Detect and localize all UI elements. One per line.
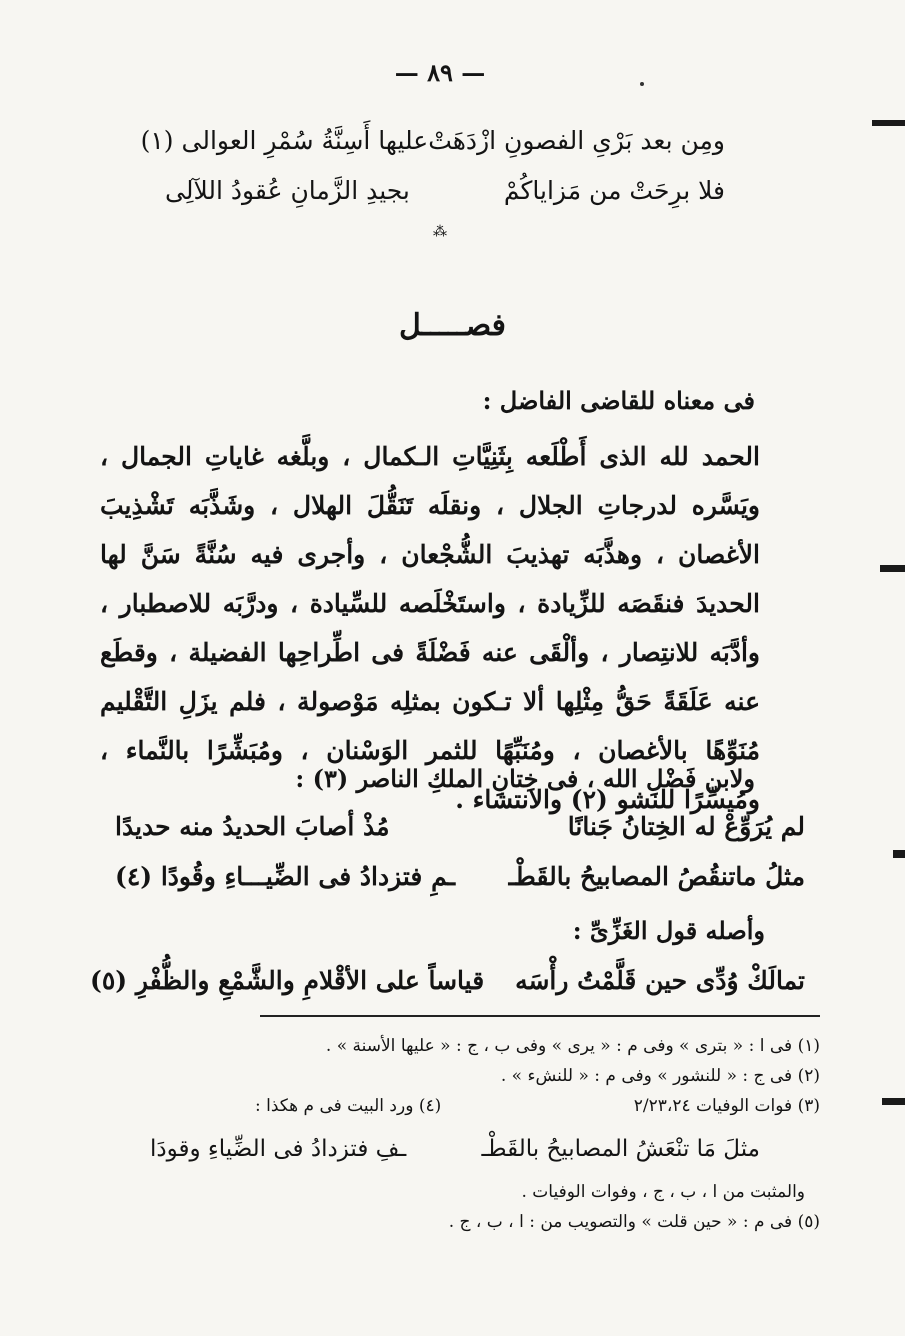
footnote-5: (٥) فى م : « حين قلت » والتصويب من : ا ، ب ، ج . bbox=[448, 1212, 820, 1232]
top-verse-2 bbox=[165, 176, 725, 205]
verse-hemistich-right: فلا برِحَتْ من مَزاياكُمْ bbox=[503, 176, 725, 205]
footnote-3: (٣) فوات الوفيات ٢/٢٣،٢٤ bbox=[633, 1096, 820, 1116]
top-verse-1 bbox=[140, 126, 725, 155]
ornament-stars: ⁂ bbox=[433, 224, 447, 240]
footnote-verse-left: ـفِ فتزدادُ فى الضِّياءِ وقودَا bbox=[150, 1136, 407, 1162]
footnote-4-continued: والمثبت من ا ، ب ، ج ، وفوات الوفيات . bbox=[521, 1182, 805, 1202]
verse-hemistich-right: مثلُ ماتنقُصُ المصابيحُ بالقَطْـ bbox=[508, 862, 805, 891]
verse-hemistich-right: ومِن بعد بَرْىِ الفصونِ ازْدَهَتْ bbox=[428, 126, 725, 155]
verse-hemistich-left: بجيدِ الزَّمانِ عُقودُ اللآلِى bbox=[165, 176, 410, 205]
verse-hemistich-right: لم يُرَوِّعْ له الخِتانُ جَنانًا bbox=[567, 812, 805, 841]
third-intro: وأصله قول الغَزِّىِّ : bbox=[572, 916, 765, 945]
page-number: — ٨٩ — bbox=[394, 58, 486, 87]
footnote-verse bbox=[150, 1136, 760, 1162]
footnote-verse-right: مثلَ مَا تنْعَشُ المصابيحُ بالقَطْـ bbox=[481, 1136, 760, 1162]
footnote-3-4 bbox=[255, 1096, 820, 1116]
verse-hemistich-left: عليها أَسِنَّةُ سُمْرِ العوالى (١) bbox=[140, 126, 429, 155]
margin-mark bbox=[880, 565, 905, 572]
verse2-line-2 bbox=[115, 862, 805, 891]
margin-mark bbox=[882, 1098, 905, 1105]
verse-hemistich-left: مُذْ أصابَ الحديدُ منه حديدًا bbox=[115, 812, 390, 841]
verse-hemistich-right: تمالَكْ وُدِّى حين قَلَّمْتُ رأْسَه bbox=[515, 966, 805, 995]
footnote-2: (٢) فى ج : « للنشور » وفى م : « للنشء » . bbox=[500, 1066, 820, 1086]
section-heading: فصـــــل bbox=[398, 308, 507, 343]
footnote-4: (٤) ورد البيت فى م هكذا : bbox=[255, 1096, 442, 1116]
margin-mark bbox=[893, 850, 905, 858]
verse3 bbox=[90, 966, 805, 995]
margin-mark bbox=[872, 120, 905, 126]
verse-hemistich-left: ـمِ فتزدادُ فى الضِّيـــاءِ وقُودًا (٤) bbox=[115, 862, 456, 891]
second-intro: ولابن فَضْلِ الله ، فى خِتانِ الملكِ الناصر (٣) : bbox=[295, 764, 755, 793]
intro-line: فى معناه للقاضى الفاضل : bbox=[482, 386, 755, 415]
main-paragraph: الحمد لله الذى أَطْلَعه بِثَنِيَّاتِ الـكمال ، وبلَّغه غاياتِ الجمال ، ويَسَّره لدرجاتِ الجلال ، ونقلَه تَنَقُّلَ الهلال ، وشَذَّبَه تَشْذِيبَ الأغصان ، وهذَّبَه تهذيبَ الشُّجْعان ، وأجرى فيه سُنَّةً سَنَّ لها الحديدَ فنقَصَه للزِّيادة ، واستَخْلَصه للسِّيادة ، ودرَّبَه للاصطبار ، وأدَّبَه للانتِصار ، وألْقَى عنه فَضْلَةً فى اطِّراحِها الفضيلة ، وقطَع عنه عَلَقَةً حَقُّ مِثْلِها ألا تـكون بمثلِه مَوْصولة ، فلم يزَلِ التَّقْليم مُنَوِّهًا بالأغصان ، ومُنَبِّهًا للثمر الوَسْنان ، ومُبَشِّرًا بالنَّماء ، ومُيسِّرًا للنشو (٢) والانتشاء . bbox=[100, 442, 760, 814]
verse-hemistich-left: قياساً على الأقْلامِ والشَّمْعِ والظُّفْرِ (٥) bbox=[90, 966, 485, 995]
footnote-1: (١) فى ا : « بترى » وفى م : « يرى » وفى ب ، ج : « عليها الأسنة » . bbox=[325, 1036, 820, 1056]
verse2-line-1 bbox=[115, 812, 805, 841]
footnote-divider bbox=[260, 1015, 820, 1017]
scan-speck bbox=[640, 82, 644, 86]
